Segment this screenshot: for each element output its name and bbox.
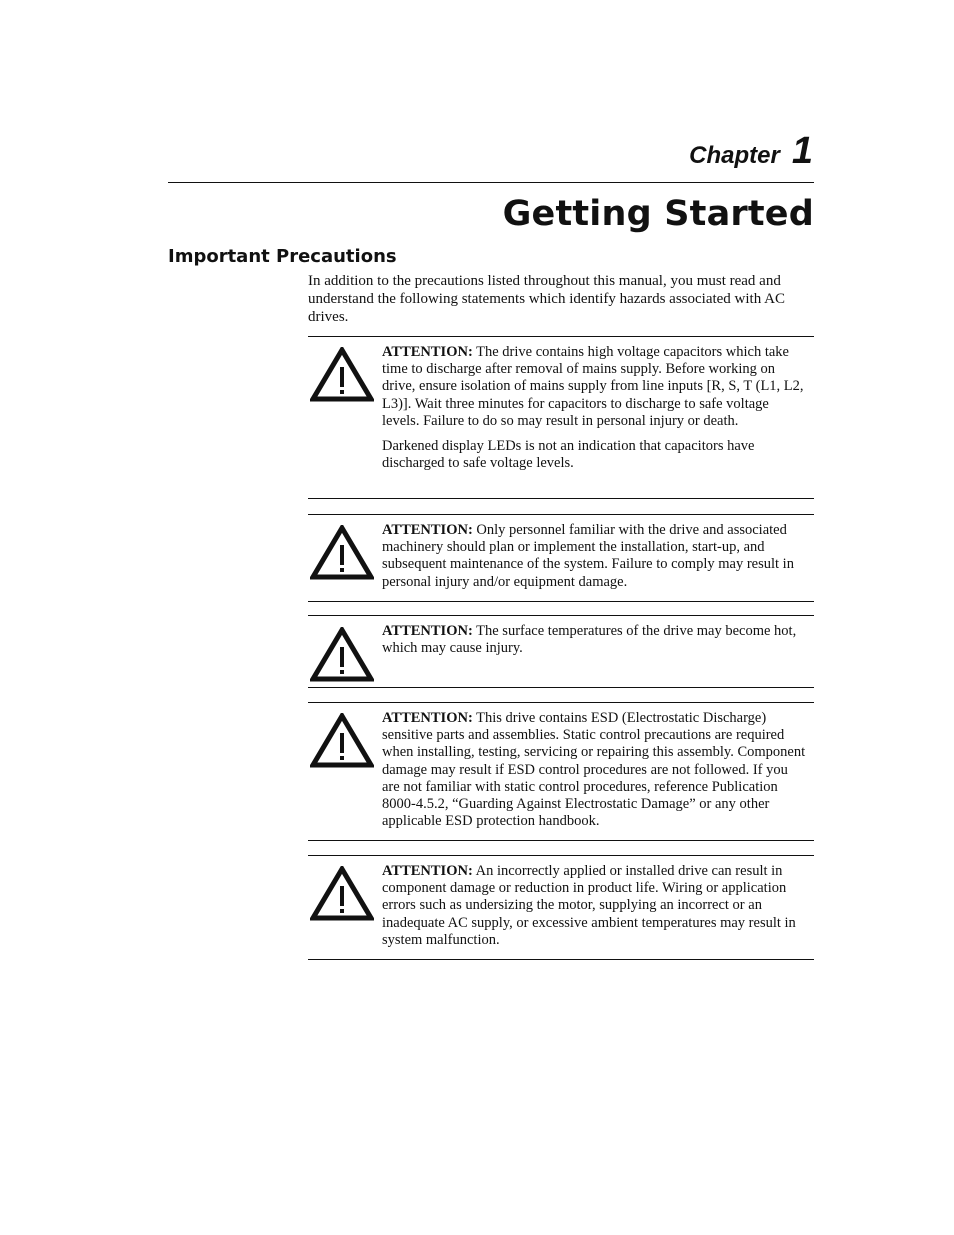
attention-label: ATTENTION:: [382, 863, 473, 879]
warning-triangle-icon: [310, 627, 374, 682]
page-title: Getting Started: [502, 194, 814, 234]
warning-box: [308, 514, 814, 602]
chapter-number: 1: [791, 130, 813, 172]
warning-body: Only personnel familiar with the drive and associated machinery should plan or implement the installation, start-up, and subsequent maintenance of the system. Failure to comply may result in personal injury and/or equipment damage.: [382, 522, 794, 590]
warning-text: [382, 623, 808, 657]
warning-triangle-icon: [310, 866, 374, 921]
warning-triangle-icon: [310, 713, 374, 768]
warning-text: [382, 710, 808, 830]
warning-body: The surface temperatures of the drive may become hot, which may cause injury.: [382, 623, 797, 657]
attention-label: ATTENTION:: [382, 710, 473, 726]
warning-box: [308, 702, 814, 841]
warning-body: An incorrectly applied or installed drive can result in component damage or reduction in product life. Wiring or application errors such as undersizing the motor, supplying an incorrect or an inadequate AC supply, or excessive ambient temperatures may result in system malfunction.: [382, 863, 796, 948]
warning-note: Darkened display LEDs is not an indication that capacitors have discharged to safe voltage levels.: [382, 438, 755, 472]
warning-triangle-icon: [310, 347, 374, 402]
attention-label: ATTENTION:: [382, 522, 473, 538]
warning-body: This drive contains ESD (Electrostatic Discharge) sensitive parts and assemblies. Static control precautions are required when installing, testing, servicing or repairing this assembly. Component damage may result if ESD control procedures are not followed. If you are not familiar with static control procedures, reference Publication 8000-4.5.2, “Guarding Against Electrostatic Damage” or any other applicable ESD protection handbook.: [382, 710, 806, 830]
section-heading: Important Precautions: [168, 246, 397, 267]
warning-box: [308, 615, 814, 688]
chapter-heading: [689, 130, 813, 173]
warning-text: [382, 863, 808, 949]
title-rule: [168, 182, 814, 183]
warning-text: [382, 344, 808, 472]
warning-box: [308, 855, 814, 960]
warning-triangle-icon: [310, 525, 374, 580]
attention-label: ATTENTION:: [382, 344, 473, 360]
intro-paragraph: In addition to the precautions listed throughout this manual, you must read and understand the following statements which identify hazards associated with AC drives.: [308, 273, 785, 325]
chapter-label: Chapter: [689, 142, 780, 169]
warning-text: [382, 522, 808, 591]
warning-body: The drive contains high voltage capacitors which take time to discharge after removal of mains supply. Before working on drive, ensure isolation of mains supply from line inputs [R, S, T (L1, L2, L3)]. Wait three minutes for capacitors to discharge to safe voltage levels. Failure to do so may result in personal injury or death.: [382, 344, 804, 429]
warning-box: [308, 336, 814, 499]
attention-label: ATTENTION:: [382, 623, 473, 639]
